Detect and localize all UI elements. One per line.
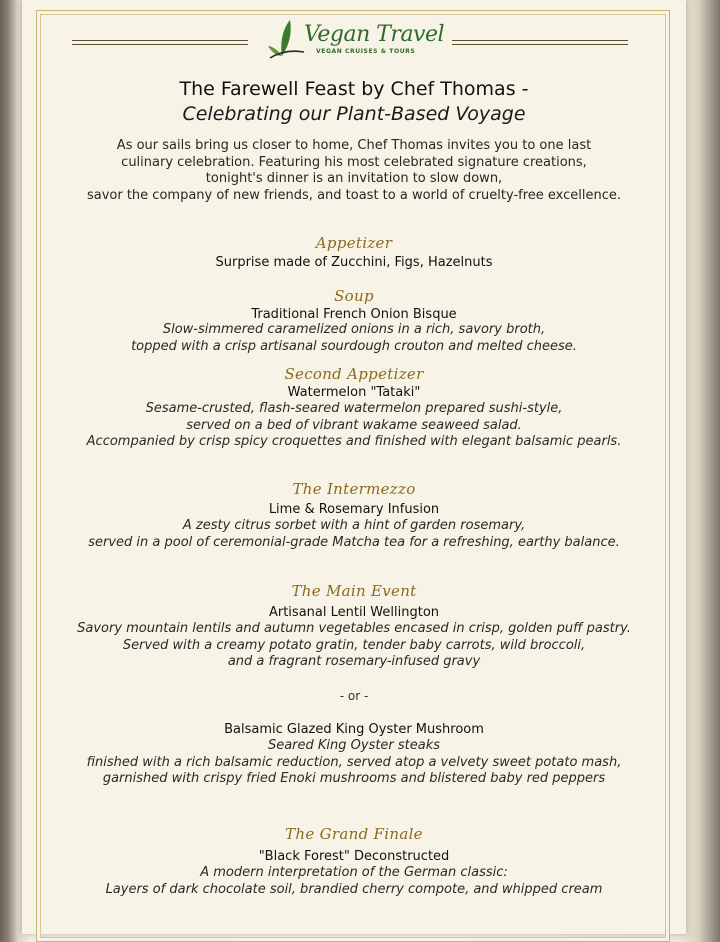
- dish-description-intermezzo: [22, 518, 686, 551]
- vegan-travel-logo: [266, 16, 446, 62]
- logo-name: Vegan Travel: [304, 22, 445, 47]
- course-heading-main-event: The Main Event: [291, 582, 417, 600]
- header-rule-right: [452, 40, 628, 45]
- description-line: A zesty citrus sorbet with a hint of garden rosemary,: [182, 518, 526, 533]
- description-line: Slow-simmered caramelized onions in a rich, savory broth,: [162, 322, 546, 337]
- description-line: Sesame-crusted, flash-seared watermelon prepared sushi-style,: [145, 401, 563, 416]
- description-line: Savory mountain lentils and autumn vegetables encased in crisp, golden puff pastry.: [77, 621, 631, 636]
- description-line: A modern interpretation of the German classic:: [200, 865, 508, 880]
- description-line: Accompanied by crisp spicy croquettes and finished with elegant balsamic pearls.: [86, 434, 622, 449]
- dish-description-alternative-main: [22, 738, 686, 788]
- intro-line: savor the company of new friends, and toast to a world of cruelty-free excellence.: [86, 187, 622, 203]
- description-line: Seared King Oyster steaks: [267, 738, 441, 753]
- or-separator: - or -: [339, 689, 369, 703]
- dish-name-grand-finale: "Black Forest" Deconstructed: [258, 849, 450, 864]
- dish-name-soup: Traditional French Onion Bisque: [251, 307, 457, 322]
- description-line: served on a bed of vibrant wakame seaweed salad.: [186, 417, 522, 433]
- menu-card: [22, 0, 686, 934]
- description-line: garnished with crispy fried Enoki mushrooms and blistered baby red peppers: [102, 771, 606, 786]
- description-line: served in a pool of ceremonial-grade Matcha tea for a refreshing, earthy balance.: [88, 534, 620, 550]
- course-heading-intermezzo: The Intermezzo: [292, 480, 416, 498]
- dish-description-soup: [22, 322, 686, 355]
- menu-header: [22, 14, 686, 64]
- leaf-logo-icon: [266, 16, 306, 60]
- course-heading-grand-finale: The Grand Finale: [285, 825, 423, 843]
- course-heading-appetizer: Appetizer: [315, 234, 393, 252]
- dish-name-intermezzo: Lime & Rosemary Infusion: [268, 502, 440, 517]
- dish-description-main-event: [22, 621, 686, 671]
- dish-name-second-appetizer: Watermelon "Tataki": [287, 385, 421, 400]
- dish-description-grand-finale: [22, 865, 686, 898]
- description-line: Served with a creamy potato gratin, tender baby carrots, wild broccoli,: [122, 637, 586, 653]
- menu-title: The Farewell Feast by Chef Thomas -: [179, 78, 529, 100]
- course-heading-soup: Soup: [334, 287, 374, 305]
- intro-paragraph: [22, 138, 686, 204]
- description-line: Layers of dark chocolate soil, brandied cherry compote, and whipped cream: [105, 881, 603, 897]
- menu-subtitle: Celebrating our Plant-Based Voyage: [182, 103, 526, 125]
- course-heading-second-appetizer: Second Appetizer: [284, 365, 424, 383]
- dish-name-appetizer: Surprise made of Zucchini, Figs, Hazelnuts: [215, 255, 493, 270]
- logo-tagline: VEGAN CRUISES & TOURS: [316, 48, 416, 55]
- intro-line: tonight's dinner is an invitation to slow down,: [205, 171, 503, 186]
- dish-name-main-event: Artisanal Lentil Wellington: [268, 605, 440, 620]
- description-line: and a fragrant rosemary-infused gravy: [227, 654, 481, 669]
- dish-description-second-appetizer: [22, 401, 686, 451]
- description-line: finished with a rich balsamic reduction, served atop a velvety sweet potato mash,: [86, 754, 622, 770]
- intro-line: As our sails bring us closer to home, Chef Thomas invites you to one last: [116, 138, 592, 153]
- description-line: topped with a crisp artisanal sourdough crouton and melted cheese.: [131, 338, 577, 354]
- intro-line: culinary celebration. Featuring his most celebrated signature creations,: [121, 154, 587, 170]
- header-rule-left: [72, 40, 248, 45]
- dish-name-alternative-main: Balsamic Glazed King Oyster Mushroom: [224, 722, 484, 737]
